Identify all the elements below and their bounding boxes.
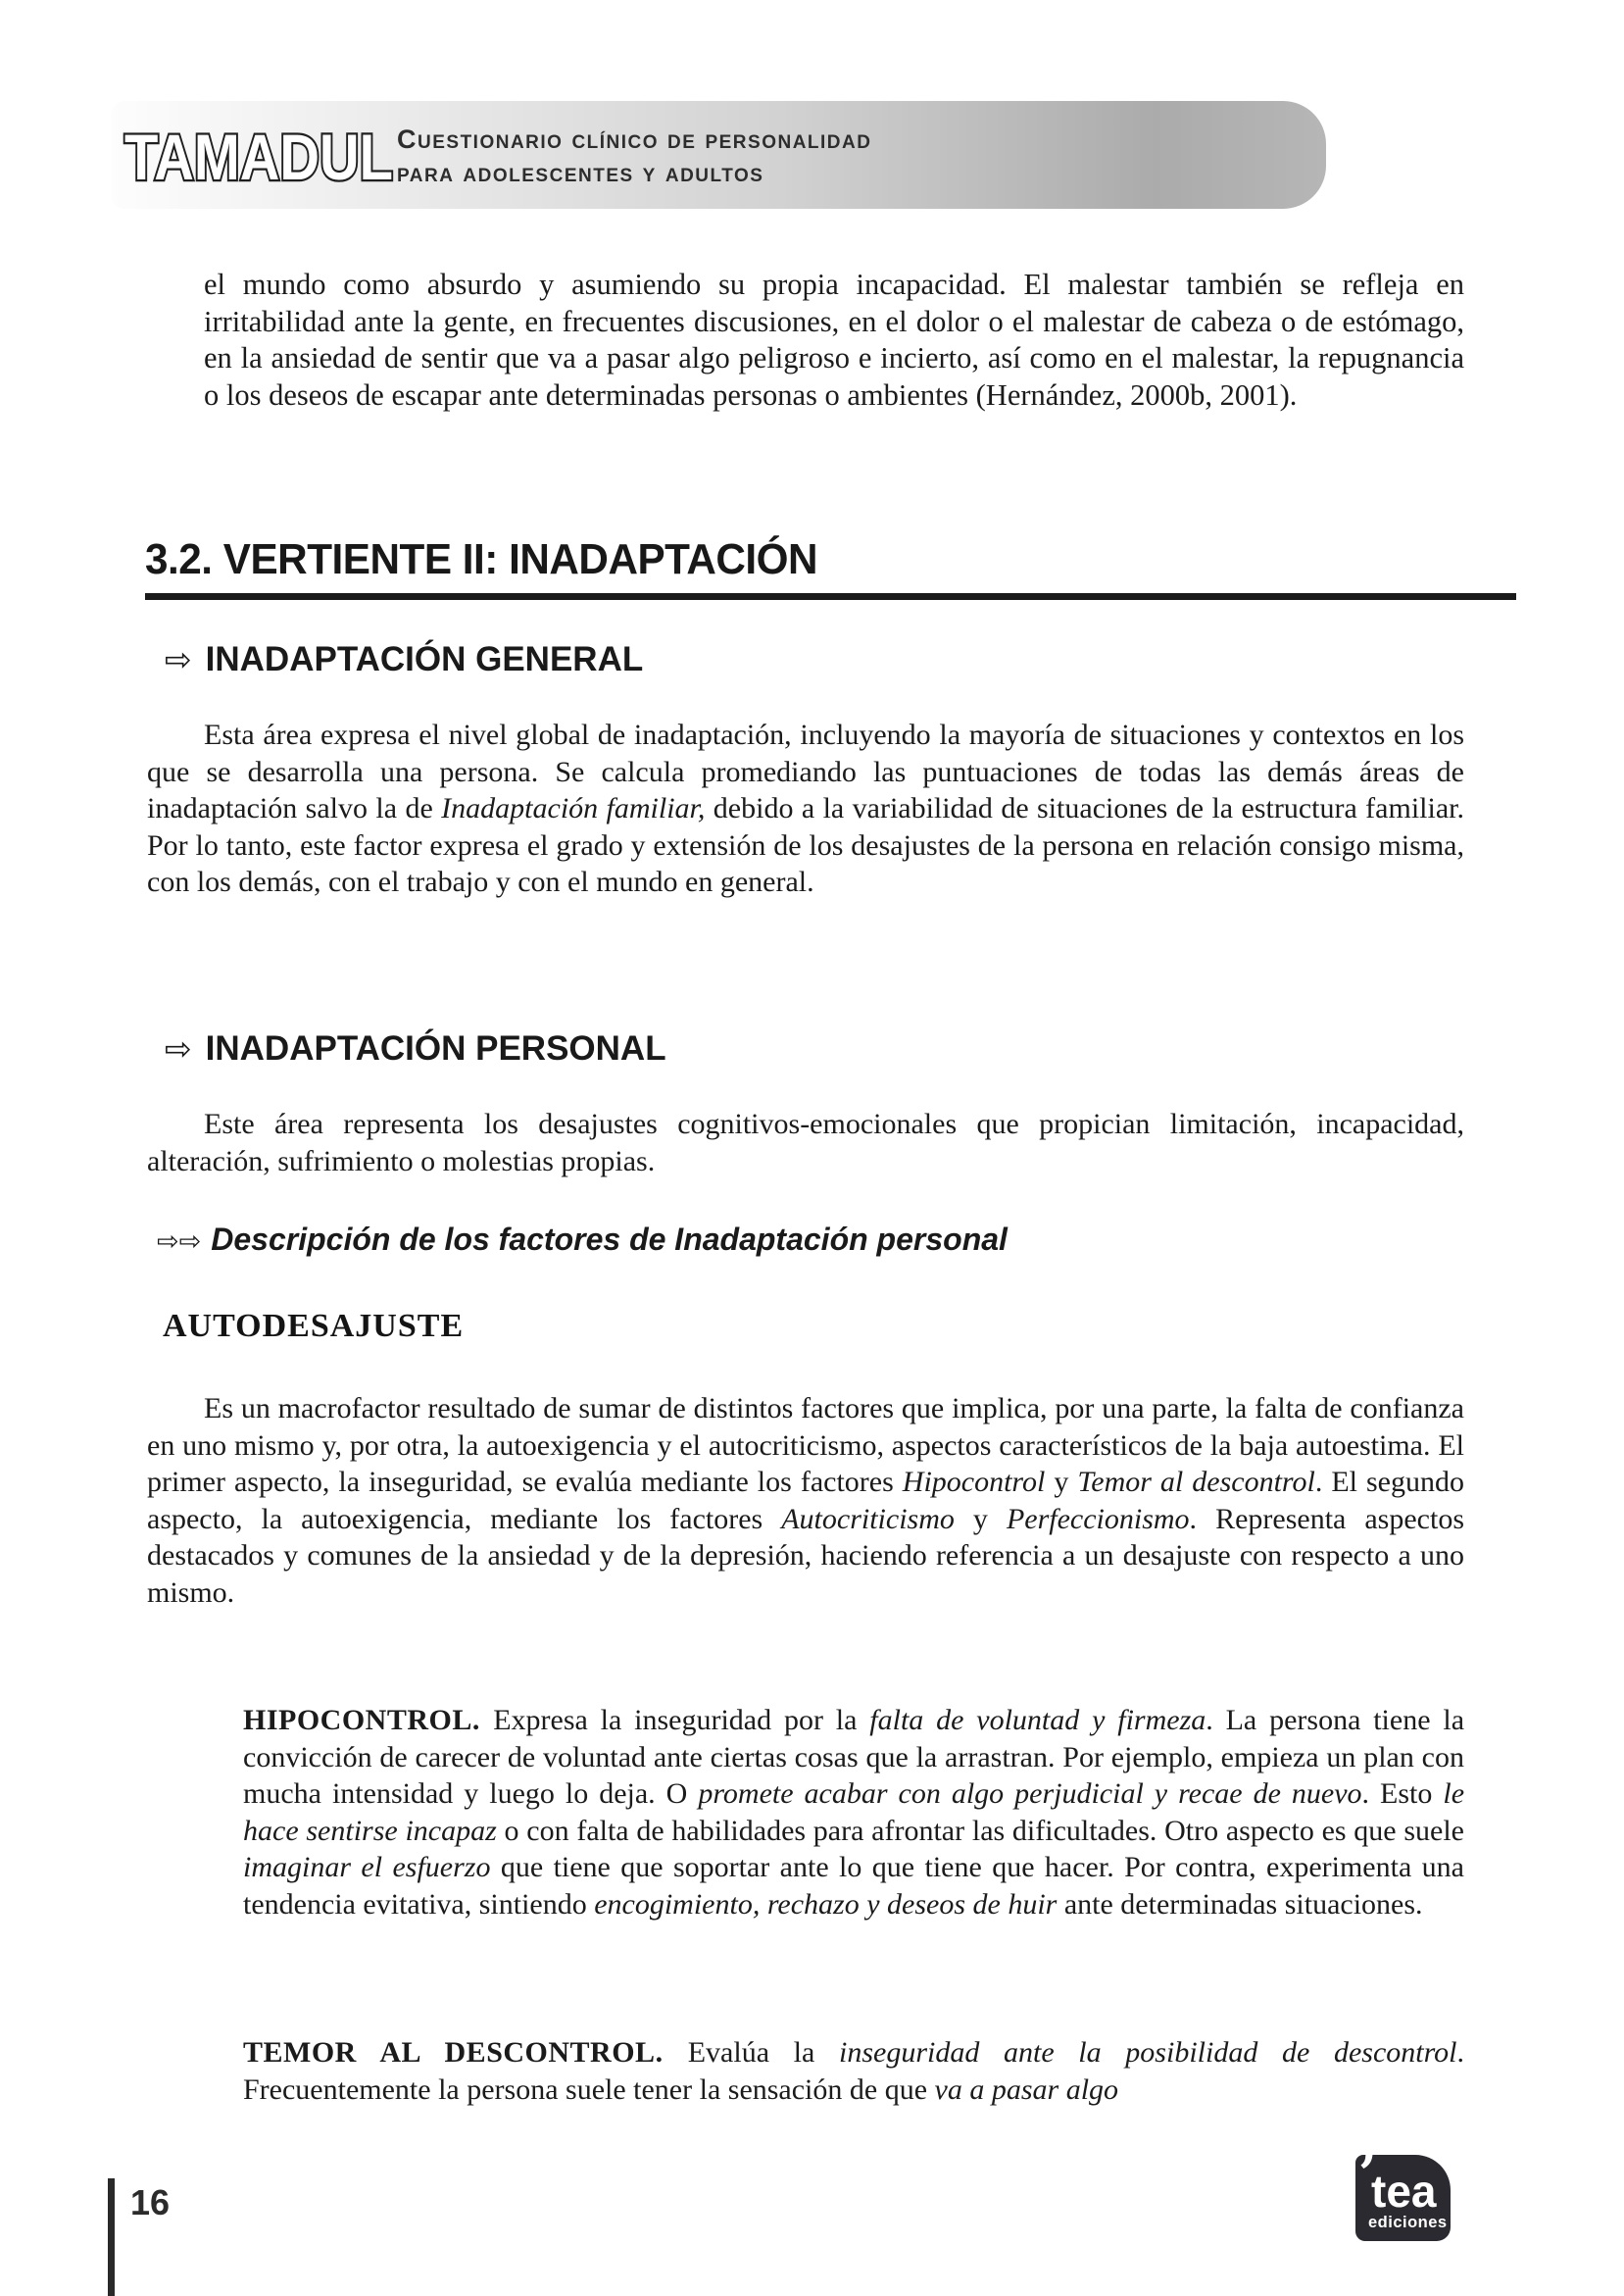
- paragraph-autodesajuste: Es un macrofactor resultado de sumar de distintos factores que implica, por una parte, la falta de confianza en uno mismo y, por otra, la autoexigencia y el autocriticismo, aspectos característicos de la baja autoestima. El primer aspecto, la inseguridad, se evalúa mediante los factores Hipocontrol y Temor al descontrol. El segundo aspecto, la autoexigencia, mediante los factores Autocriticismo y Perfeccionismo. Representa aspectos destacados y comunes de la ansiedad y de la depresión, haciendo referencia a un desajuste con respecto a uno mismo.: [147, 1392, 1464, 1609]
- footer-rule: [108, 2178, 115, 2296]
- double-right-arrow-icon: ⇨⇨: [157, 1226, 202, 1257]
- right-arrow-icon: ⇨: [165, 640, 192, 678]
- header-title-line2: para adolescentes y adultos: [397, 158, 764, 187]
- section-rule: [145, 593, 1516, 600]
- tea-ediciones-logo: [1355, 2142, 1451, 2241]
- page-number: 16: [130, 2182, 171, 2222]
- tamadul-logo: [121, 117, 415, 197]
- heading-autodesajuste: AUTODESAJUSTE: [163, 1308, 465, 1344]
- heading-inadaptacion-personal-label: INADAPTACIÓN PERSONAL: [205, 1029, 666, 1068]
- header-title: [397, 123, 871, 189]
- header-banner: [111, 101, 1326, 209]
- section-heading: 3.2. VERTIENTE II: INADAPTACIÓN: [145, 535, 818, 583]
- paragraph-inadaptacion-personal: Este área representa los desajustes cognitivos-emocionales que propician limitación, incapacidad, alteración, sufrimiento o molestias propias.: [147, 1108, 1464, 1177]
- right-arrow-icon: ⇨: [165, 1029, 192, 1068]
- heading-inadaptacion-general: [165, 640, 643, 679]
- tea-logo-text: tea: [1371, 2166, 1437, 2217]
- paragraph-inadaptacion-general: Esta área expresa el nivel global de inadaptación, incluyendo la mayoría de situaciones y contextos en los que se desarrolla una persona. Se calcula promediando las puntuaciones de todas las demás áreas de inadaptación salvo la de Inadaptación familiar, debido a la variabilidad de situaciones de la estructura familiar. Por lo tanto, este factor expresa el grado y extensión de los desajustes de la persona en relación consigo misma, con los demás, con el trabajo y con el mundo en general.: [147, 719, 1464, 898]
- intro-paragraph: el mundo como absurdo y asumiendo su propia incapacidad. El malestar también se refleja en irritabilidad ante la gente, en frecuentes discusiones, en el dolor o el malestar de cabeza o de estómago, en la ansiedad de sentir que va a pasar algo peligroso e incierto, así como en el malestar, la repugnancia o los deseos de escapar ante determinadas personas o ambientes (Hernández, 2000b, 2001).: [204, 268, 1464, 412]
- header-title-line1: Cuestionario clínico de personalidad: [397, 125, 872, 154]
- paragraph-hipocontrol: HIPOCONTROL. Expresa la inseguridad por la falta de voluntad y firmeza. La persona tiene la convicción de carecer de voluntad ante ciertas cosas que la arrastran. Por ejemplo, empieza un plan con mucha intensidad y luego lo deja. O promete acabar con algo perjudicial y recae de nuevo. Esto le hace sentirse incapaz o con falta de habilidades para afrontar las dificultades. Otro aspecto es que suele imaginar el esfuerzo que tiene que soportar ante lo que tiene que hacer. Por contra, experimenta una tendencia evitativa, sintiendo encogimiento, rechazo y deseos de huir ante determinadas situaciones.: [243, 1704, 1465, 1921]
- quote-mark-icon: ’: [1358, 2142, 1377, 2205]
- paragraph-temor-al-descontrol: TEMOR AL DESCONTROL. Evalúa la inseguridad ante la posibilidad de descontrol. Frecuentemente la persona suele tener la sensación de que va a pasar algo: [243, 2036, 1464, 2106]
- heading-inadaptacion-general-label: INADAPTACIÓN GENERAL: [205, 640, 644, 678]
- tea-logo-subtext: ediciones: [1368, 2214, 1448, 2231]
- heading-inadaptacion-personal: [165, 1029, 666, 1069]
- tamadul-logo-text: TAMADUL: [124, 121, 393, 193]
- heading-descripcion-factores-label: Descripción de los factores de Inadaptación personal: [211, 1222, 1008, 1257]
- heading-descripcion-factores: [157, 1222, 1008, 1258]
